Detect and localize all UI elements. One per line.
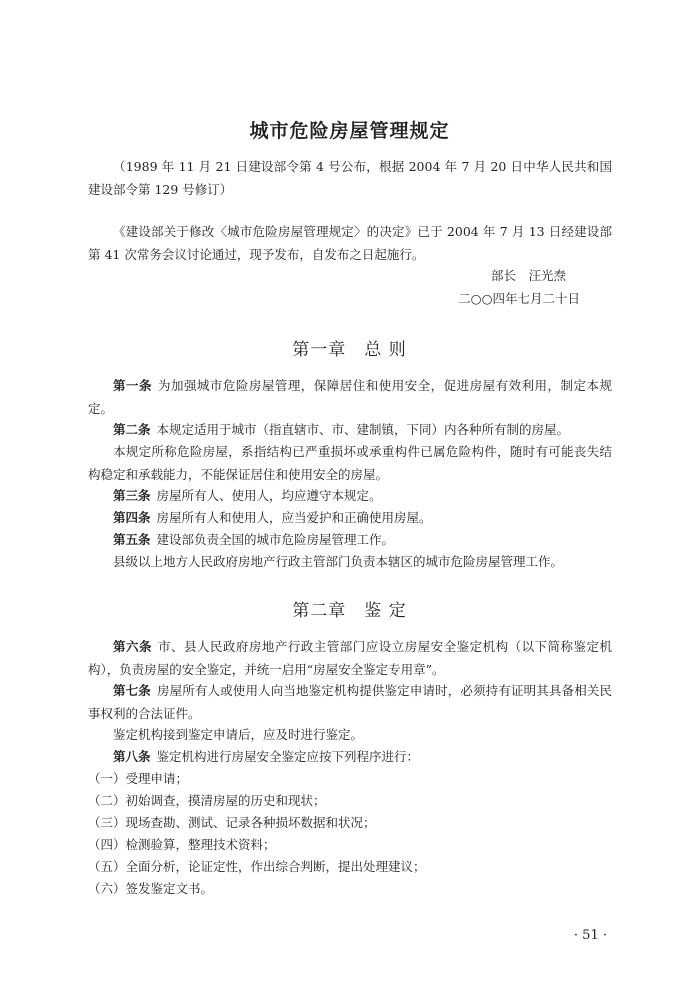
article-6-text: 市、县人民政府房地产行政主管部门应设立房屋安全鉴定机构（以下简称鉴定机构），负责房屋的安全鉴定，并统一启用“房屋安全鉴定专用章”。 xyxy=(88,639,612,677)
article-8-label: 第八条 xyxy=(113,749,151,764)
list-item: （五）全面分析，论证定性，作出综合判断，提出处理建议； xyxy=(88,859,426,874)
article-3-text: 房屋所有人、使用人，均应遵守本规定。 xyxy=(156,488,382,503)
article-7-paragraph: 鉴定机构接到鉴定申请后，应及时进行鉴定。 xyxy=(113,727,364,742)
chapter-1-heading: 第一章 总 则 xyxy=(292,340,407,360)
article-4 xyxy=(88,507,612,530)
article-1-text: 为加强城市危险房屋管理，保障居住和使用安全，促进房屋有效利用，制定本规定。 xyxy=(88,378,612,416)
signatory: 部长 汪光焘 xyxy=(490,268,566,283)
list-item: （三）现场查勘、测试、记录各种损坏数据和状况； xyxy=(88,815,376,830)
article-4-label: 第四条 xyxy=(113,510,151,525)
article-2-paragraph: 本规定所称危险房屋，系指结构已严重损坏或承重构件已属危险构件，随时有可能丧失结构稳定和承载能力，不能保证居住和使用安全的房屋。 xyxy=(88,444,612,482)
article-5-text: 建设部负责全国的城市危险房屋管理工作。 xyxy=(156,532,395,547)
list-item: （二）初始调查，摸清房屋的历史和现状； xyxy=(88,793,326,808)
article-5-paragraph: 县级以上地方人民政府房地产行政主管部门负责本辖区的城市危险房屋管理工作。 xyxy=(113,554,564,569)
article-4-text: 房屋所有人和使用人，应当爱护和正确使用房屋。 xyxy=(156,510,432,525)
article-7-text: 房屋所有人或使用人向当地鉴定机构提供鉴定申请时，必须持有证明其具备相关民事权利的合法证件。 xyxy=(88,683,612,721)
decree-paragraph: 《建设部关于修改〈城市危险房屋管理规定〉的决定》已于 2004 年 7 月 13 日经建设部第 41 次常务会议讨论通过，现予发布，自发布之日起施行。 xyxy=(88,224,612,262)
article-5 xyxy=(88,529,612,552)
article-8-text: 鉴定机构进行房屋安全鉴定应按下列程序进行： xyxy=(156,749,420,764)
article-2-text: 本规定适用于城市（指直辖市、市、建制镇，下同）内各种所有制的房屋。 xyxy=(156,422,570,437)
article-8 xyxy=(88,746,612,769)
article-2 xyxy=(88,419,612,442)
article-6-label: 第六条 xyxy=(113,639,152,654)
list-item: （四）检测验算，整理技术资料； xyxy=(88,837,276,852)
article-6 xyxy=(88,636,612,681)
article-3-label: 第三条 xyxy=(113,488,151,503)
list-item: （六）签发鉴定文书。 xyxy=(88,881,214,896)
sign-date: 二○○四年七月二十日 xyxy=(458,291,580,306)
revision-note: （1989 年 11 月 21 日建设部令第 4 号公布，根据 2004 年 7 月 20 日中华人民共和国建设部令第 129 号修订） xyxy=(88,159,612,197)
article-2-label: 第二条 xyxy=(113,422,151,437)
article-7-label: 第七条 xyxy=(113,683,151,698)
article-7 xyxy=(88,680,612,725)
page-number: · 51 · xyxy=(573,928,607,943)
article-5-label: 第五条 xyxy=(113,532,151,547)
document-title: 城市危险房屋管理规定 xyxy=(249,120,450,142)
list-item: （一）受理申请； xyxy=(88,771,189,786)
article-3 xyxy=(88,485,612,508)
chapter-2-heading: 第二章 鉴 定 xyxy=(292,601,407,621)
article-1-label: 第一条 xyxy=(113,378,152,393)
article-1 xyxy=(88,375,612,420)
